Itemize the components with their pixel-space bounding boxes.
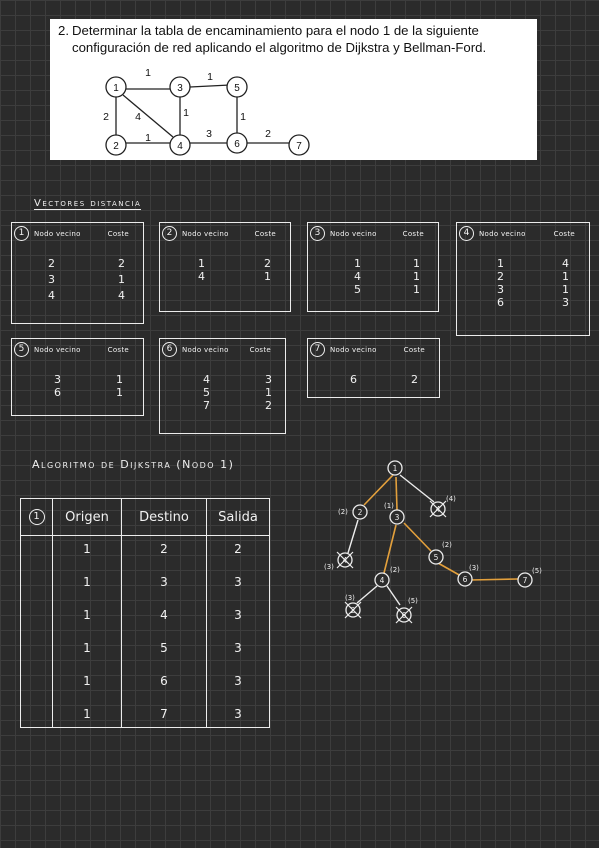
edge-cost-3-5: 1 xyxy=(207,71,213,83)
dv-table-node-7 xyxy=(307,338,440,398)
dv-row xyxy=(12,257,143,271)
dv-cost: 2 xyxy=(264,257,271,270)
dv-neighbor: 6 xyxy=(350,373,357,386)
svg-text:6: 6 xyxy=(462,575,468,584)
dv-neighbor: 6 xyxy=(497,296,504,309)
dv-header-neighbor: Nodo vecino xyxy=(182,230,229,238)
dv-table-node-2 xyxy=(159,222,291,312)
edge-cost-2-4: 1 xyxy=(145,132,151,144)
dv-cost: 1 xyxy=(116,373,123,386)
edge-1-4 xyxy=(123,95,173,137)
dv-cost: 1 xyxy=(562,283,569,296)
vectores-title: Vectores distancia xyxy=(34,198,142,209)
tree-label-3: (1) xyxy=(384,502,394,510)
dv-node-index: 3 xyxy=(310,226,325,241)
dv-neighbor: 1 xyxy=(354,257,361,270)
dv-row xyxy=(308,257,438,271)
node-label-5: 5 xyxy=(234,83,240,94)
dv-cost: 1 xyxy=(264,270,271,283)
svg-text:2: 2 xyxy=(357,508,363,517)
dv-neighbor: 1 xyxy=(198,257,205,270)
dv-neighbor: 4 xyxy=(48,289,55,302)
dv-row xyxy=(457,283,589,297)
svg-text:4: 4 xyxy=(342,556,348,565)
dv-row xyxy=(160,386,285,400)
dv-row xyxy=(12,273,143,287)
dv-header-neighbor: Nodo vecino xyxy=(34,230,81,238)
dv-neighbor: 6 xyxy=(54,386,61,399)
dv-node-index: 2 xyxy=(162,226,177,241)
dv-neighbor: 7 xyxy=(203,399,210,412)
dv-cost: 1 xyxy=(562,270,569,283)
dv-header-cost: Coste xyxy=(254,230,276,238)
tree-label-7: (5) xyxy=(532,567,542,575)
svg-text:1: 1 xyxy=(392,464,398,473)
tree-label-4b: (3) xyxy=(324,563,334,571)
dv-cost: 1 xyxy=(413,257,420,270)
node-label-6: 6 xyxy=(234,139,240,150)
node-label-2: 2 xyxy=(113,141,119,152)
node-label-3: 3 xyxy=(177,83,183,94)
dv-neighbor: 5 xyxy=(354,283,361,296)
dv-row xyxy=(160,373,285,387)
dv-table-node-5 xyxy=(11,338,144,416)
dv-cost: 4 xyxy=(118,289,125,302)
dv-neighbor: 4 xyxy=(198,270,205,283)
edge-cost-3-4: 1 xyxy=(183,107,189,119)
dv-cost: 1 xyxy=(265,386,272,399)
node-label-1: 1 xyxy=(113,83,119,94)
dv-header-cost: Coste xyxy=(107,230,129,238)
problem-number: 2. xyxy=(58,23,69,38)
dijkstra-title: Algoritmo de Dijkstra (Nodo 1) xyxy=(32,458,235,471)
edge-cost-4-6: 3 xyxy=(206,128,212,140)
svg-text:7: 7 xyxy=(522,576,528,585)
dv-row xyxy=(308,270,438,284)
cell-salida: 3 xyxy=(234,575,242,589)
dv-row xyxy=(160,257,290,271)
dv-node-index: 6 xyxy=(162,342,177,357)
tree-label-6: (3) xyxy=(469,564,479,572)
svg-text:4: 4 xyxy=(379,576,385,585)
dv-row xyxy=(12,386,143,400)
dv-header-neighbor: Nodo vecino xyxy=(182,346,229,354)
dv-row xyxy=(12,373,143,387)
dv-neighbor: 4 xyxy=(354,270,361,283)
dv-cost: 1 xyxy=(116,386,123,399)
cell-salida: 3 xyxy=(234,707,242,721)
cell-salida: 3 xyxy=(234,641,242,655)
dv-header-neighbor: Nodo vecino xyxy=(34,346,81,354)
dv-cost: 3 xyxy=(265,373,272,386)
dijkstra-tree xyxy=(320,455,570,635)
problem-card xyxy=(50,19,537,160)
dv-row xyxy=(12,289,143,303)
edge-cost-6-7: 2 xyxy=(265,128,271,140)
dv-table-node-6 xyxy=(159,338,286,434)
cell-origen: 1 xyxy=(83,575,91,589)
tree-label-6b: (5) xyxy=(408,597,418,605)
dijkstra-table xyxy=(20,498,270,728)
dv-table-node-1 xyxy=(11,222,144,324)
node-label-7: 7 xyxy=(296,141,302,152)
dv-header-neighbor: Nodo vecino xyxy=(330,230,377,238)
cell-origen: 1 xyxy=(83,674,91,688)
dv-row xyxy=(160,399,285,413)
dv-neighbor: 2 xyxy=(48,257,55,270)
tree-label-2b: (3) xyxy=(345,594,355,602)
dv-row xyxy=(457,296,589,310)
node-label-4: 4 xyxy=(177,141,183,152)
cell-destino: 7 xyxy=(160,707,168,721)
dv-row xyxy=(308,283,438,297)
dv-neighbor: 3 xyxy=(54,373,61,386)
cell-origen: 1 xyxy=(83,641,91,655)
dv-cost: 1 xyxy=(413,270,420,283)
edge-cost-5-6: 1 xyxy=(240,111,246,123)
svg-text:5: 5 xyxy=(433,553,439,562)
dv-header-cost: Coste xyxy=(553,230,575,238)
cell-destino: 5 xyxy=(160,641,168,655)
header-origen: Origen xyxy=(65,510,109,525)
edge-cost-1-4: 4 xyxy=(135,111,141,123)
svg-text:2: 2 xyxy=(350,606,356,615)
dv-neighbor: 2 xyxy=(497,270,504,283)
svg-text:6: 6 xyxy=(401,611,407,620)
cell-origen: 1 xyxy=(83,707,91,721)
dv-row xyxy=(308,373,439,387)
edge-cost-1-2: 2 xyxy=(103,111,109,123)
cell-origen: 1 xyxy=(83,542,91,556)
dv-cost: 1 xyxy=(413,283,420,296)
header-destino: Destino xyxy=(139,510,189,525)
dv-row xyxy=(160,270,290,284)
dv-node-index: 5 xyxy=(14,342,29,357)
cell-salida: 3 xyxy=(234,608,242,622)
svg-text:4: 4 xyxy=(435,505,441,514)
statement-line-1: Determinar la tabla de encaminamiento para el nodo 1 de la siguiente xyxy=(72,23,479,38)
dv-cost: 1 xyxy=(118,273,125,286)
dv-header-cost: Coste xyxy=(249,346,271,354)
dv-header-neighbor: Nodo vecino xyxy=(479,230,526,238)
tree-label-4: (2) xyxy=(390,566,400,574)
network-graph xyxy=(50,19,537,160)
dv-cost: 2 xyxy=(118,257,125,270)
cell-destino: 6 xyxy=(160,674,168,688)
cell-destino: 4 xyxy=(160,608,168,622)
cell-destino: 3 xyxy=(160,575,168,589)
dv-node-index: 1 xyxy=(14,226,29,241)
dv-table-node-3 xyxy=(307,222,439,312)
dv-node-index: 4 xyxy=(459,226,474,241)
dv-cost: 3 xyxy=(562,296,569,309)
dv-neighbor: 3 xyxy=(48,273,55,286)
dv-header-cost: Coste xyxy=(402,230,424,238)
dv-node-index: 7 xyxy=(310,342,325,357)
header-salida: Salida xyxy=(218,510,258,525)
cell-salida: 2 xyxy=(234,542,242,556)
dv-header-cost: Coste xyxy=(107,346,129,354)
dv-neighbor: 5 xyxy=(203,386,210,399)
dv-table-node-4 xyxy=(456,222,590,336)
dv-row xyxy=(457,270,589,284)
dv-neighbor: 3 xyxy=(497,283,504,296)
svg-text:3: 3 xyxy=(394,513,400,522)
dv-header-neighbor: Nodo vecino xyxy=(330,346,377,354)
tree-label-4a: (4) xyxy=(446,495,456,503)
tree-label-5: (2) xyxy=(442,541,452,549)
dv-row xyxy=(457,257,589,271)
dv-cost: 4 xyxy=(562,257,569,270)
tree-label-2: (2) xyxy=(338,508,348,516)
dv-neighbor: 1 xyxy=(497,257,504,270)
cell-salida: 3 xyxy=(234,674,242,688)
edge-cost-1-3: 1 xyxy=(145,67,151,79)
dv-cost: 2 xyxy=(411,373,418,386)
edge-3-5 xyxy=(190,85,230,87)
dv-header-cost: Coste xyxy=(403,346,425,354)
dijkstra-node-index: 1 xyxy=(29,509,45,525)
statement-line-2: configuración de red aplicando el algoritmo de Dijkstra y Bellman-Ford. xyxy=(72,40,487,55)
dv-neighbor: 4 xyxy=(203,373,210,386)
cell-origen: 1 xyxy=(83,608,91,622)
dv-cost: 2 xyxy=(265,399,272,412)
cell-destino: 2 xyxy=(160,542,168,556)
